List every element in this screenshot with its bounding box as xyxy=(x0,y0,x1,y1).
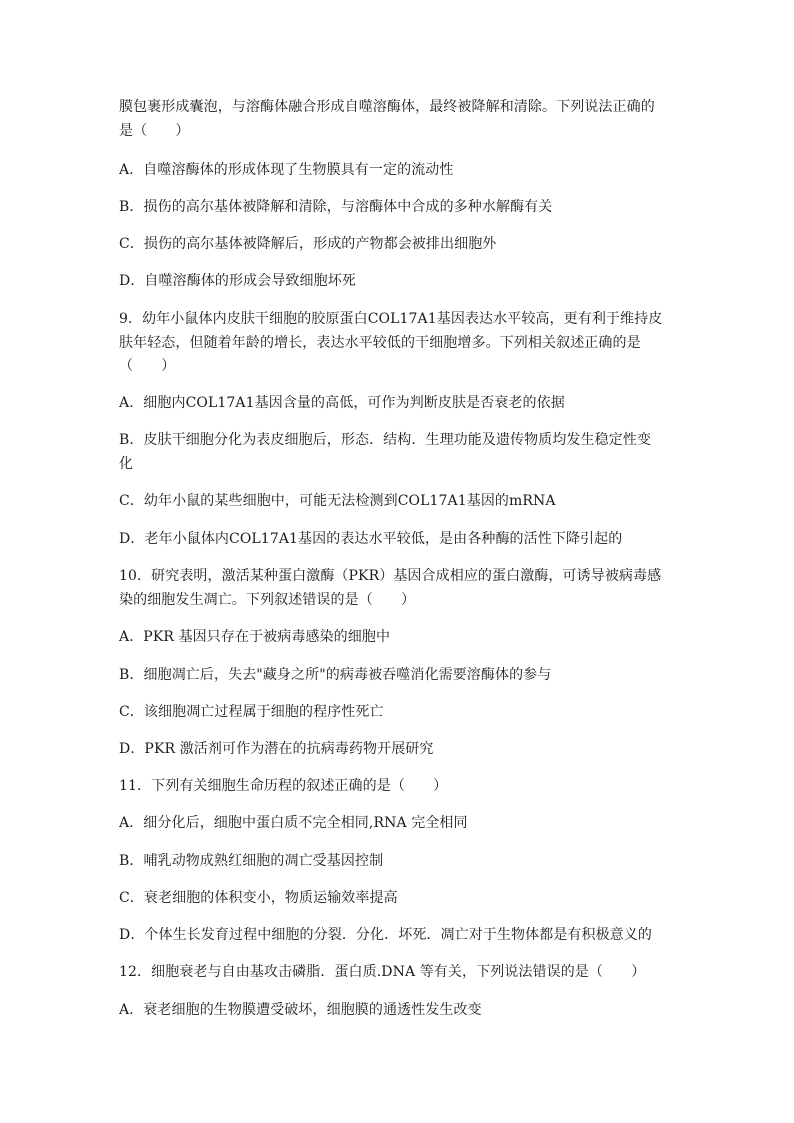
question-10-option-a: A．PKR 基因只存在于被病毒感染的细胞中 xyxy=(119,629,391,645)
question-10-option-b: B．细胞凋亡后，失去"藏身之所"的病毒被吞噬消化需要溶酶体的参与 xyxy=(119,667,552,683)
question-11-option-c: C．衰老细胞的体积变小，物质运输效率提高 xyxy=(119,890,398,906)
question-8-option-c: C．损伤的高尔基体被降解后，形成的产物都会被排出细胞外 xyxy=(119,236,497,252)
question-11-option-a: A．细分化后，细胞中蛋白质不完全相同,RNA 完全相同 xyxy=(119,815,468,831)
question-9-stem-line-3: （ ） xyxy=(119,358,176,374)
question-12-stem: 12．细胞衰老与自由基攻击磷脂．蛋白质.DNA 等有关，下列说法错误的是（ ） xyxy=(119,964,646,980)
question-10-option-c: C．该细胞凋亡过程属于细胞的程序性死亡 xyxy=(119,704,384,720)
question-10-stem-line-1: 10．研究表明，激活某种蛋白激酶（PKR）基因合成相应的蛋白激酶，可诱导被病毒感 xyxy=(119,568,662,584)
question-8-option-d: D．自噬溶酶体的形成会导致细胞坏死 xyxy=(119,273,356,289)
question-9-stem-line-1: 9．幼年小鼠体内皮肤干细胞的胶原蛋白COL17A1基因表达水平较高，更有利于维持皮 xyxy=(119,311,663,327)
question-8-option-a: A．自噬溶酶体的形成体现了生物膜具有一定的流动性 xyxy=(119,162,454,178)
question-9-option-b-line-1: B．皮肤干细胞分化为表皮细胞后，形态．结构．生理功能及遗传物质均发生稳定性变 xyxy=(119,432,652,448)
question-11-option-b: B．哺乳动物成熟红细胞的凋亡受基因控制 xyxy=(119,853,384,869)
question-9-option-c: C．幼年小鼠的某些细胞中，可能无法检测到COL17A1基因的mRNA xyxy=(119,493,556,509)
question-10-stem-line-2: 染的细胞发生凋亡。下列叙述错误的是（ ） xyxy=(119,592,416,608)
question-9-option-d: D．老年小鼠体内COL17A1基因的表达水平较低，是由各种酶的活性下降引起的 xyxy=(119,531,623,547)
question-9-option-b-line-2: 化 xyxy=(119,456,134,472)
question-9-stem-line-2: 肤年轻态，但随着年龄的增长，表达水平较低的干细胞增多。下列相关叙述正确的是 xyxy=(119,335,641,351)
question-9-option-a: A．细胞内COL17A1基因含量的高低，可作为判断皮肤是否衰老的依据 xyxy=(119,395,565,411)
question-11-option-d: D．个体生长发育过程中细胞的分裂．分化．坏死．凋亡对于生物体都是有积极意义的 xyxy=(119,927,653,943)
question-12-option-a: A．衰老细胞的生物膜遭受破坏，细胞膜的通透性发生改变 xyxy=(119,1002,482,1018)
question-8-stem-line-1: 膜包裹形成囊泡，与溶酶体融合形成自噬溶酶体，最终被降解和清除。下列说法正确的 xyxy=(119,99,655,115)
question-8-stem-line-2: 是（ ） xyxy=(119,123,190,139)
question-10-option-d: D．PKR 激活剂可作为潜在的抗病毒药物开展研究 xyxy=(119,741,434,757)
question-8-option-b: B．损伤的高尔基体被降解和清除，与溶酶体中合成的多种水解酶有关 xyxy=(119,199,553,215)
question-11-stem: 11．下列有关细胞生命历程的叙述正确的是（ ） xyxy=(119,778,448,794)
